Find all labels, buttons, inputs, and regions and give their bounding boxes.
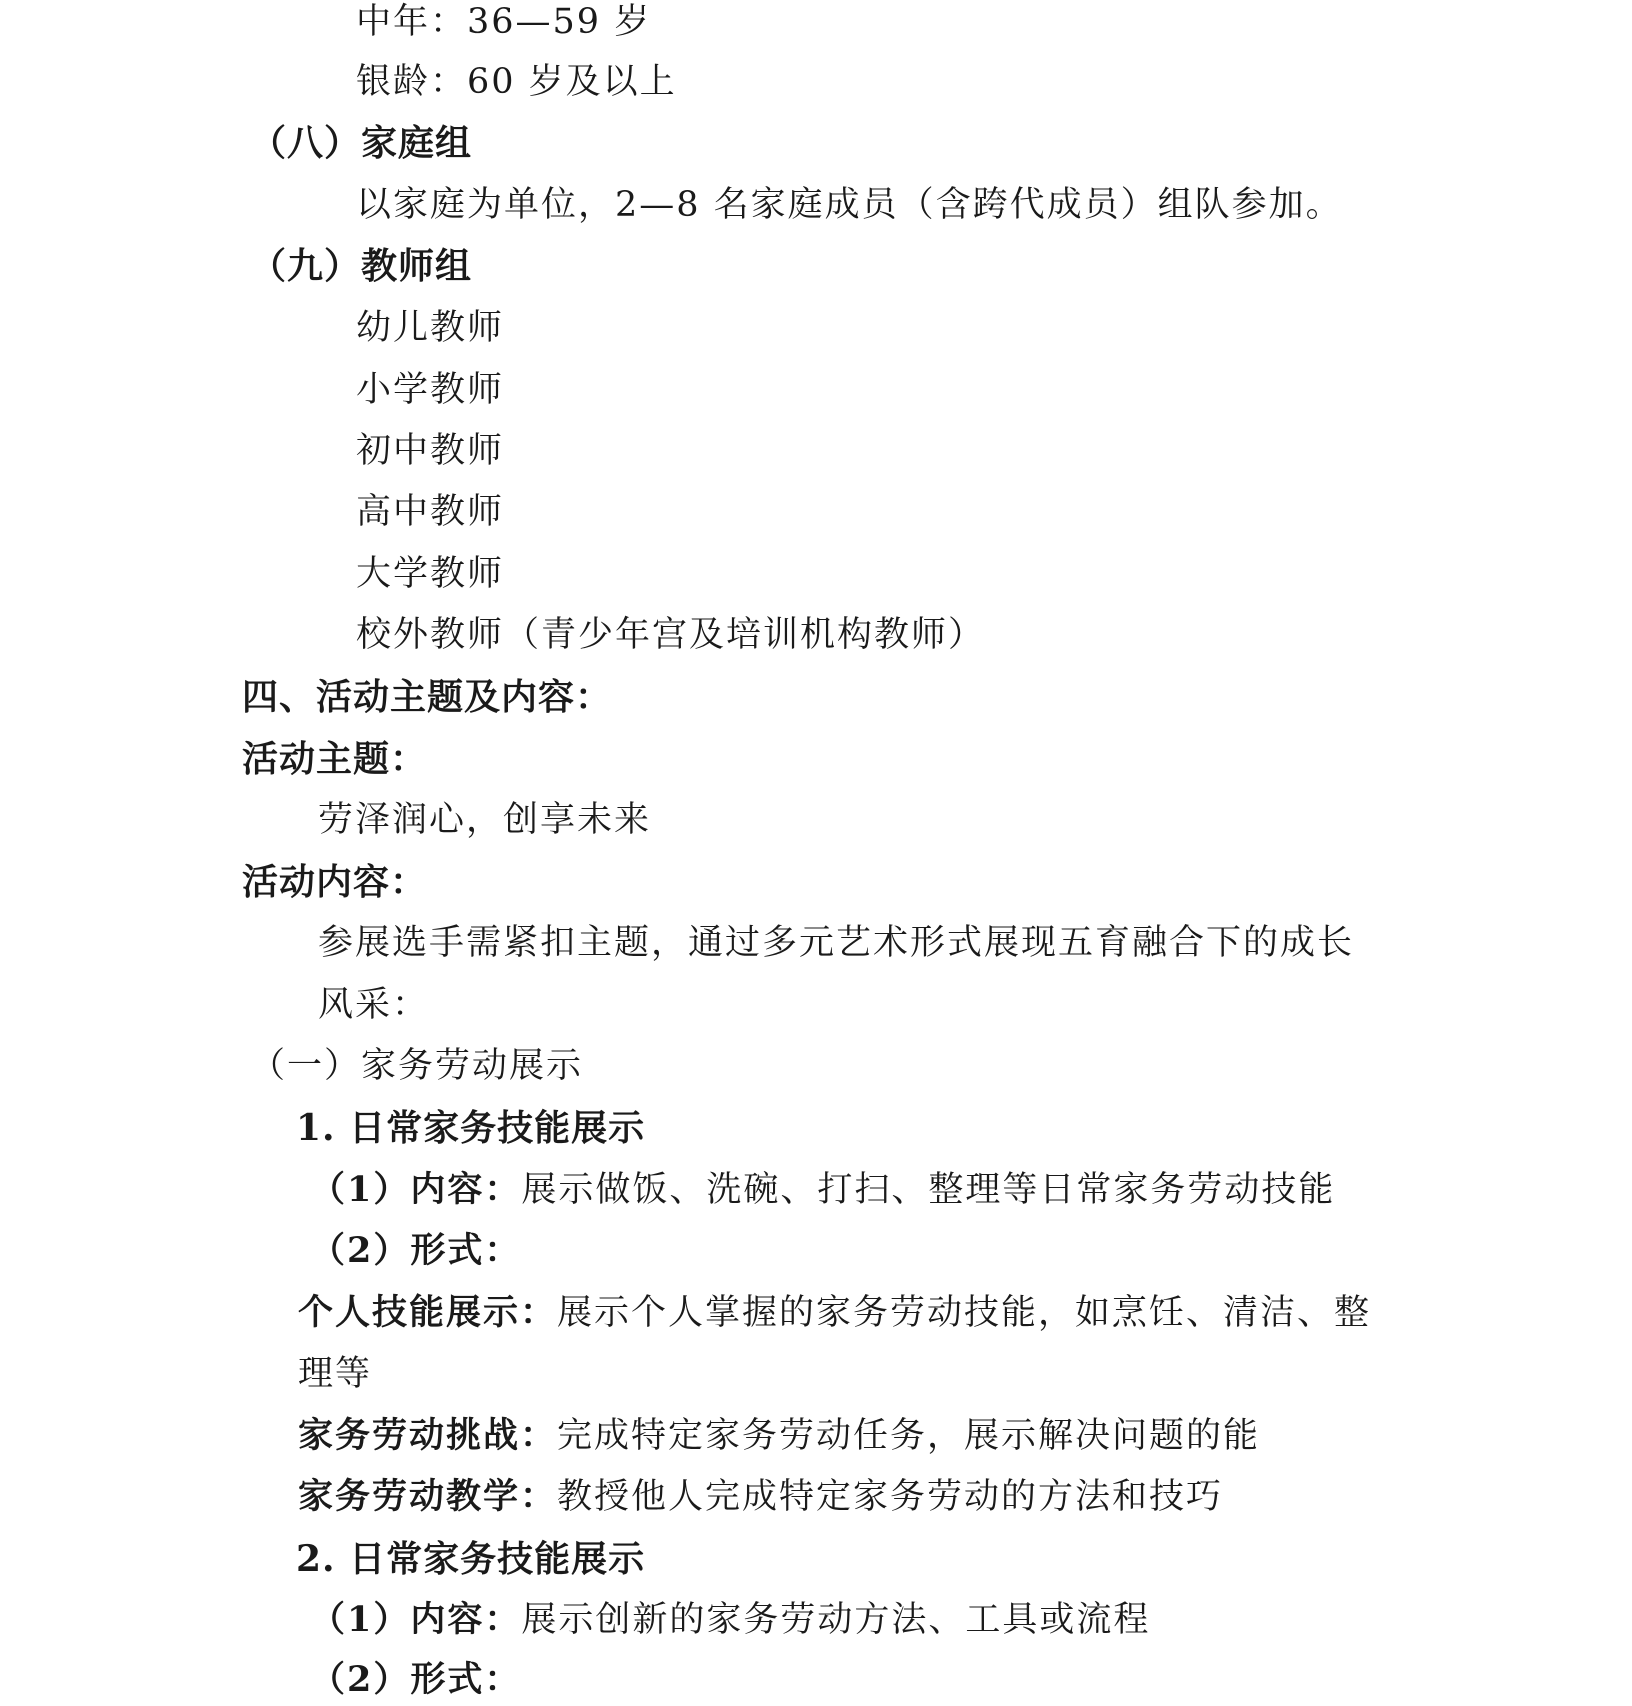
age-group-middle: 中年：36—59 岁: [356, 2, 652, 42]
sub1-content-label: （1）内容：: [310, 1169, 522, 1210]
sub2-title: 2. 日常家务技能展示: [296, 1538, 646, 1580]
theme-text: 劳泽润心，创享未来: [318, 800, 652, 840]
content-text-continued: 风采：: [318, 985, 430, 1025]
content-text: 参展选手需紧扣主题，通过多元艺术形式展现五育融合下的成长: [318, 923, 1355, 963]
teacher-item: 校外教师（青少年宫及培训机构教师）: [356, 615, 986, 655]
challenge-row: [298, 1414, 1260, 1458]
teacher-item: 大学教师: [356, 554, 505, 594]
teacher-item: 初中教师: [356, 431, 505, 471]
family-group-text: 以家庭为单位，2—8 名家庭成员（含跨代成员）组队参加。: [356, 185, 1343, 225]
teaching-row: [298, 1475, 1223, 1519]
age-group-silver: 银龄：60 岁及以上: [356, 62, 677, 102]
sub2-form-label: （2）形式：: [310, 1659, 522, 1700]
teacher-item: 小学教师: [356, 370, 505, 410]
sub1-content-row: [310, 1168, 1335, 1212]
individual-row: [298, 1291, 1371, 1335]
sub2-content-text: 展示创新的家务劳动方法、工具或流程: [521, 1600, 1151, 1640]
teacher-item: 高中教师: [356, 492, 505, 532]
individual-text: 展示个人掌握的家务劳动技能，如烹饪、清洁、整: [557, 1293, 1372, 1333]
housework-heading: （一）家务劳动展示: [250, 1046, 584, 1086]
section-4-title: 四、活动主题及内容：: [242, 676, 613, 718]
teaching-label: 家务劳动教学：: [298, 1476, 558, 1517]
sub1-title: 1. 日常家务技能展示: [296, 1107, 646, 1149]
teacher-item: 幼儿教师: [356, 308, 505, 348]
sub1-form-label: （2）形式：: [310, 1230, 522, 1271]
teaching-text: 教授他人完成特定家务劳动的方法和技巧: [557, 1477, 1224, 1517]
family-group-heading: （八）家庭组: [250, 122, 473, 164]
content-label: 活动内容：: [242, 861, 428, 903]
theme-label: 活动主题：: [242, 738, 428, 780]
individual-text-continued: 理等: [298, 1354, 373, 1394]
individual-label: 个人技能展示：: [298, 1292, 558, 1333]
challenge-label: 家务劳动挑战：: [298, 1415, 558, 1456]
sub2-content-row: [310, 1598, 1150, 1642]
sub2-content-label: （1）内容：: [310, 1599, 522, 1640]
challenge-text: 完成特定家务劳动任务，展示解决问题的能: [557, 1416, 1261, 1456]
teacher-group-heading: （九）教师组: [250, 245, 473, 287]
sub1-content-text: 展示做饭、洗碗、打扫、整理等日常家务劳动技能: [521, 1170, 1336, 1210]
